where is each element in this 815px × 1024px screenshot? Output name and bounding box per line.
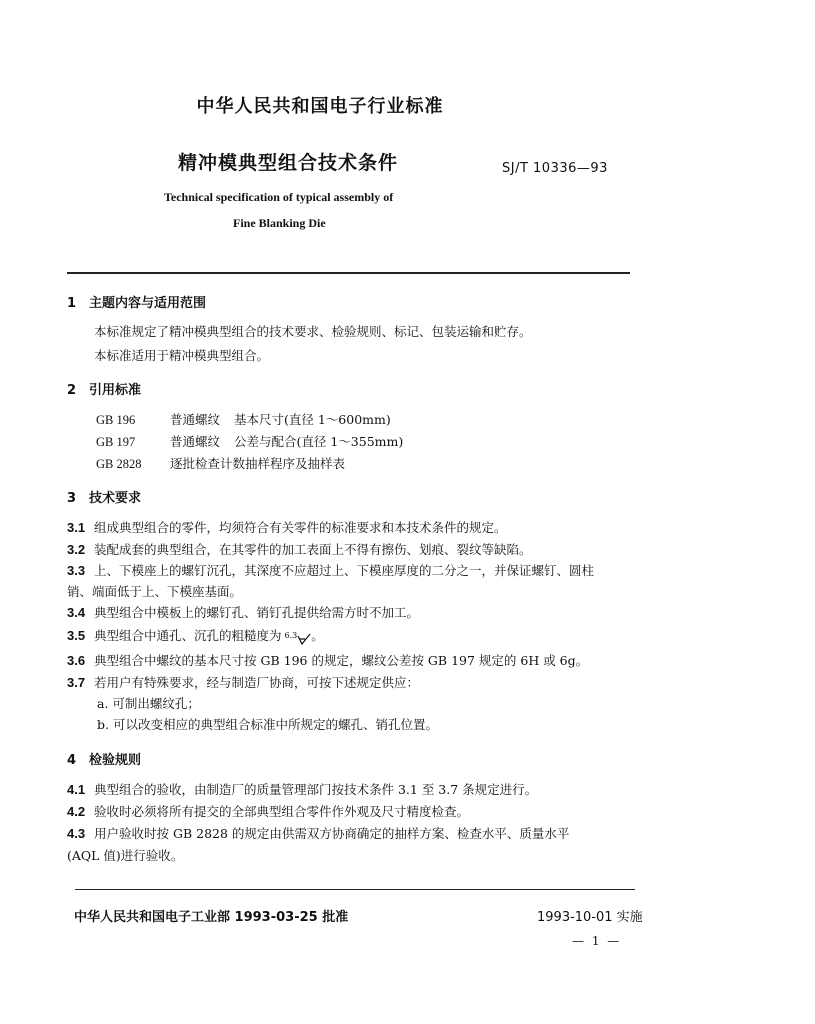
clause-text: 装配成套的典型组合，在其零件的加工表面上不得有擦伤、划痕、裂纹等缺陷。 (94, 542, 532, 557)
section-3-heading (67, 487, 141, 506)
header-divider (67, 272, 630, 274)
reference-code: GB 197 (96, 435, 136, 449)
clause-3-1 (67, 518, 507, 536)
section-4-heading (67, 749, 141, 768)
clause-text: 典型组合的验收，由制造厂的质量管理部门按技术条件 3.1 至 3.7 条规定进行。 (94, 782, 538, 797)
document-title-cn: 精冲模典型组合技术条件 (178, 152, 399, 174)
reference-name: 普通螺纹 (170, 412, 221, 427)
clause-4-3 (67, 824, 569, 842)
footer-divider (75, 889, 635, 890)
clause-number: 3.5 (67, 628, 86, 643)
clause-number: 3.7 (67, 675, 86, 690)
section-1-title: 主题内容与适用范围 (89, 296, 207, 311)
reference-description: 逐批检查计数抽样程序及抽样表 (170, 456, 346, 471)
section-2-heading (67, 379, 141, 398)
clause-3-7-item-a: a. 可制出螺纹孔； (97, 696, 200, 711)
clause-3-2 (67, 540, 532, 558)
clause-number: 3.3 (67, 563, 86, 578)
section-1-para-2: 本标准适用于精冲模典型组合。 (94, 348, 270, 363)
clause-4-1 (67, 780, 537, 798)
clause-3-7 (67, 673, 419, 691)
clause-text: 典型组合中螺纹的基本尺寸按 GB 196 的规定，螺纹公差按 GB 197 规定的 6H 或 6g。 (94, 653, 589, 668)
section-2-title: 引用标准 (89, 383, 142, 398)
clause-4-3-continued: (AQL 值)进行验收。 (67, 848, 184, 863)
clause-number: 4.1 (67, 782, 86, 797)
section-1-heading (67, 292, 206, 311)
clause-4-2 (67, 802, 469, 820)
roughness-value: 6.3 (284, 630, 298, 640)
section-3-title: 技术要求 (89, 491, 142, 506)
clause-3-3-continued: 销、端面低于上、下模座基面。 (67, 584, 243, 599)
clause-text: 典型组合中模板上的螺钉孔、销钉孔提供给需方时不加工。 (94, 605, 420, 620)
roughness-symbol-icon (284, 631, 312, 646)
clause-text: 用户验收时按 GB 2828 的规定由供需双方协商确定的抽样方案、检查水平、质量水平 (94, 826, 570, 841)
clause-number: 3.4 (67, 605, 86, 620)
reference-row (96, 410, 391, 428)
effective-date: 1993-10-01 实施 (537, 910, 643, 925)
clause-text: 若用户有特殊要求，经与制造厂协商，可按下述规定供应： (94, 675, 420, 690)
reference-row (96, 454, 345, 472)
section-4-title: 检验规则 (89, 753, 142, 768)
reference-code: GB 196 (96, 413, 136, 427)
section-4-number: 4 (67, 753, 77, 768)
clause-end: 。 (311, 628, 324, 643)
clause-3-3 (67, 561, 594, 579)
clause-text: 典型组合中通孔、沉孔的粗糙度为 (94, 628, 282, 643)
clause-text: 验收时必须将所有提交的全部典型组合零件作外观及尺寸精度检查。 (94, 804, 470, 819)
reference-name: 普通螺纹 (170, 434, 221, 449)
clause-3-4 (67, 603, 419, 621)
clause-3-6 (67, 651, 588, 669)
section-2-number: 2 (67, 383, 77, 398)
clause-number: 4.2 (67, 804, 86, 819)
standard-category: 中华人民共和国电子行业标准 (196, 96, 444, 117)
document-title-en-line1: Technical specification of typical assembly of (164, 190, 394, 204)
reference-description: 基本尺寸(直径 1～600mm) (234, 412, 391, 427)
clause-text: 组成典型组合的零件，均须符合有关零件的标准要求和本技术条件的规定。 (94, 520, 507, 535)
clause-number: 3.1 (67, 520, 86, 535)
section-1-para-1: 本标准规定了精冲模典型组合的技术要求、检验规则、标记、包装运输和贮存。 (94, 324, 532, 339)
clause-text: 上、下模座上的螺钉沉孔，其深度不应超过上、下模座厚度的二分之一，并保证螺钉、圆柱 (94, 563, 595, 578)
clause-number: 3.2 (67, 542, 86, 557)
reference-description: 公差与配合(直径 1～355mm) (234, 434, 404, 449)
reference-code: GB 2828 (96, 457, 142, 471)
reference-row (96, 432, 403, 450)
page-number: — 1 — (572, 934, 622, 948)
standard-code: SJ/T 10336—93 (502, 161, 608, 176)
clause-number: 3.6 (67, 653, 86, 668)
clause-number: 4.3 (67, 826, 86, 841)
section-3-number: 3 (67, 491, 77, 506)
section-1-number: 1 (67, 296, 77, 311)
document-title-en-line2: Fine Blanking Die (233, 216, 326, 230)
clause-3-7-item-b: b. 可以改变相应的典型组合标准中所规定的螺孔、销孔位置。 (97, 717, 438, 732)
approval-line: 中华人民共和国电子工业部 1993-03-25 批准 (74, 910, 349, 925)
clause-3-5 (67, 626, 324, 646)
